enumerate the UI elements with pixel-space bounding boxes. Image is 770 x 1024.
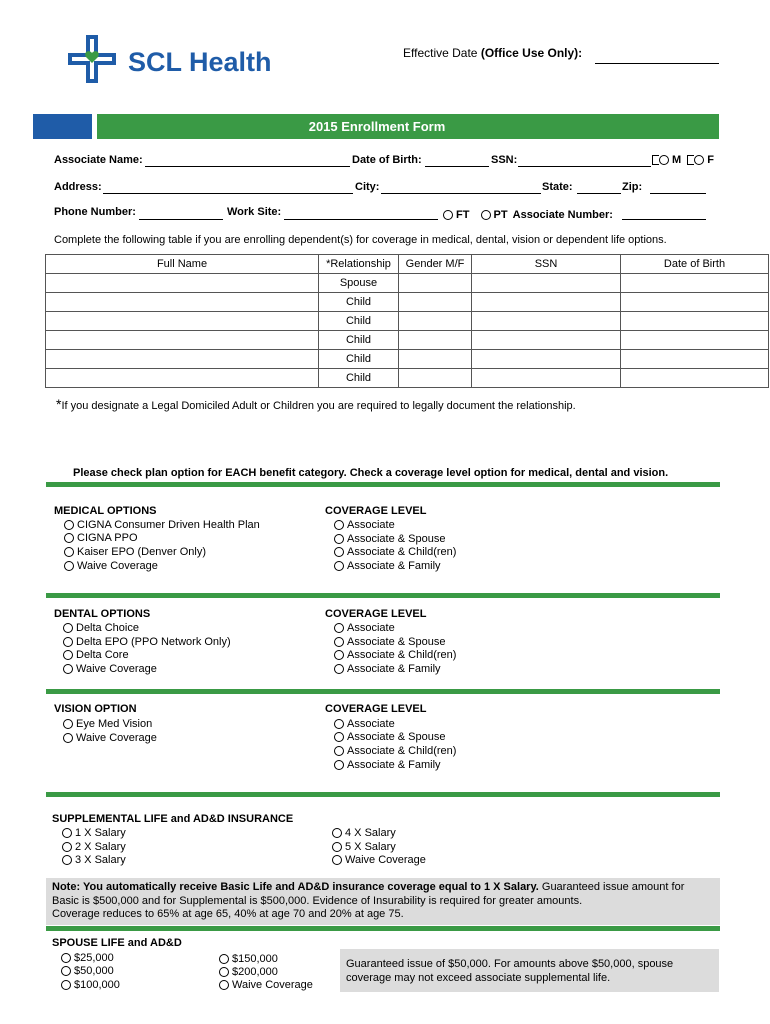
full-name-cell[interactable] <box>46 293 319 312</box>
supp-option-5x[interactable]: 5 X Salary <box>332 841 396 854</box>
dob-cell[interactable] <box>621 274 769 293</box>
relationship-cell: Child <box>319 350 399 369</box>
employment-type: FT PT Associate Number: <box>443 209 613 221</box>
radio-icon[interactable] <box>62 828 72 838</box>
dental-option-waive[interactable]: Waive Coverage <box>63 663 157 676</box>
dental-coverage-associate[interactable]: Associate <box>334 622 395 635</box>
ssn-label: SSN: <box>491 154 518 166</box>
vision-option-eyemed[interactable]: Eye Med Vision <box>63 718 152 731</box>
medical-coverage-family[interactable]: Associate & Family <box>334 560 441 573</box>
radio-icon[interactable] <box>61 966 71 976</box>
relationship-cell: Child <box>319 369 399 388</box>
vision-coverage-children[interactable]: Associate & Child(ren) <box>334 745 456 758</box>
dependents-table <box>45 254 769 388</box>
medical-option-cigna-ppo[interactable]: CIGNA PPO <box>64 532 138 545</box>
spouse-option-150k[interactable]: $150,000 <box>219 953 278 966</box>
effective-date-field[interactable] <box>595 63 719 64</box>
radio-icon[interactable] <box>332 828 342 838</box>
ssn-cell[interactable] <box>472 312 621 331</box>
supplemental-note: Note: You automatically receive Basic Life and AD&D insurance coverage equal to 1 X Salary. Guaranteed issue amount for Basic is $500,000 and for Supplemental is $500,000. Evidence of Insurability is required for greater amounts. Coverage reduces to 65% at age 65, 40% at age 70 and 20% at age 75. <box>52 881 685 920</box>
supp-option-waive[interactable]: Waive Coverage <box>332 854 426 867</box>
radio-icon[interactable] <box>334 520 344 530</box>
radio-icon[interactable] <box>64 547 74 557</box>
radio-icon[interactable] <box>63 719 73 729</box>
gender-options: M F <box>652 154 714 166</box>
radio-icon[interactable] <box>334 534 344 544</box>
dob-cell[interactable] <box>621 369 769 388</box>
column-header: *Relationship <box>319 255 399 274</box>
state-label: State: <box>542 181 573 193</box>
cross-logo-icon <box>66 33 124 91</box>
radio-icon[interactable] <box>334 746 344 756</box>
medical-coverage-title: COVERAGE LEVEL <box>325 505 427 517</box>
relationship-cell: Child <box>319 293 399 312</box>
title-bar-pattern <box>33 114 92 139</box>
vision-coverage-title: COVERAGE LEVEL <box>325 703 427 715</box>
table-row <box>46 350 769 369</box>
radio-icon[interactable] <box>63 664 73 674</box>
section-divider <box>46 689 720 694</box>
full-name-cell[interactable] <box>46 312 319 331</box>
radio-icon[interactable] <box>332 842 342 852</box>
phone-label: Phone Number: <box>54 206 136 218</box>
supp-option-3x[interactable]: 3 X Salary <box>62 854 126 867</box>
dob-field[interactable] <box>425 166 489 167</box>
dob-cell[interactable] <box>621 293 769 312</box>
radio-icon[interactable] <box>332 855 342 865</box>
ssn-cell[interactable] <box>472 331 621 350</box>
column-header: Gender M/F <box>399 255 472 274</box>
dob-cell[interactable] <box>621 350 769 369</box>
vision-option-waive[interactable]: Waive Coverage <box>63 732 157 745</box>
radio-icon[interactable] <box>334 650 344 660</box>
dob-label: Date of Birth: <box>352 154 422 166</box>
medical-title: MEDICAL OPTIONS <box>54 505 157 517</box>
vision-coverage-family[interactable]: Associate & Family <box>334 759 441 772</box>
supp-option-1x[interactable]: 1 X Salary <box>62 827 126 840</box>
gender-m-radio[interactable] <box>659 155 669 165</box>
dental-coverage-spouse[interactable]: Associate & Spouse <box>334 636 445 649</box>
section-divider <box>46 926 720 931</box>
full-name-cell[interactable] <box>46 369 319 388</box>
worksite-field[interactable] <box>284 219 438 220</box>
radio-icon[interactable] <box>334 561 344 571</box>
supp-option-4x[interactable]: 4 X Salary <box>332 827 396 840</box>
gender-cell[interactable] <box>399 331 472 350</box>
table-row <box>46 312 769 331</box>
radio-icon[interactable] <box>219 980 229 990</box>
ssn-cell[interactable] <box>472 293 621 312</box>
spouse-option-200k[interactable]: $200,000 <box>219 966 278 979</box>
relationship-cell: Child <box>319 331 399 350</box>
radio-icon[interactable] <box>63 623 73 633</box>
gender-cell[interactable] <box>399 369 472 388</box>
pt-radio[interactable] <box>481 210 491 220</box>
gender-cell[interactable] <box>399 274 472 293</box>
radio-icon[interactable] <box>63 733 73 743</box>
dependents-footnote: *If you designate a Legal Domiciled Adult or Children you are required to legally document the relationship. <box>56 396 576 412</box>
relationship-cell: Child <box>319 312 399 331</box>
associate-name-label: Associate Name: <box>54 154 143 166</box>
column-header: SSN <box>472 255 621 274</box>
section-divider <box>46 482 720 487</box>
zip-field[interactable] <box>650 193 706 194</box>
spouse-option-waive[interactable]: Waive Coverage <box>219 979 313 992</box>
radio-icon[interactable] <box>334 664 344 674</box>
column-header: Full Name <box>46 255 319 274</box>
radio-icon[interactable] <box>64 561 74 571</box>
gender-bracket-icon <box>687 155 694 165</box>
dental-coverage-family[interactable]: Associate & Family <box>334 663 441 676</box>
table-row <box>46 331 769 350</box>
medical-coverage-children[interactable]: Associate & Child(ren) <box>334 546 456 559</box>
state-field[interactable] <box>577 193 621 194</box>
effective-date-label: Effective Date (Office Use Only): <box>403 46 583 60</box>
radio-icon[interactable] <box>219 954 229 964</box>
section-divider <box>46 792 720 797</box>
radio-icon[interactable] <box>334 732 344 742</box>
radio-icon[interactable] <box>334 637 344 647</box>
dental-coverage-title: COVERAGE LEVEL <box>325 608 427 620</box>
address-field[interactable] <box>103 193 353 194</box>
gender-cell[interactable] <box>399 293 472 312</box>
gender-cell[interactable] <box>399 312 472 331</box>
radio-icon[interactable] <box>219 967 229 977</box>
logo-wordmark: SCL Health <box>128 47 272 77</box>
section-divider <box>46 593 720 598</box>
dependents-instruction: Complete the following table if you are enrolling dependent(s) for coverage in medical, dental, vision or dependent life options. <box>54 234 667 246</box>
medical-coverage-associate[interactable]: Associate <box>334 519 395 532</box>
relationship-cell: Spouse <box>319 274 399 293</box>
ssn-cell[interactable] <box>472 274 621 293</box>
full-name-cell[interactable] <box>46 331 319 350</box>
dental-option-choice[interactable]: Delta Choice <box>63 622 139 635</box>
column-header: Date of Birth <box>621 255 769 274</box>
radio-icon[interactable] <box>63 650 73 660</box>
radio-icon[interactable] <box>62 855 72 865</box>
gender-bracket-icon <box>652 155 659 165</box>
spouse-option-50k[interactable]: $50,000 <box>61 965 114 978</box>
table-row <box>46 293 769 312</box>
vision-coverage-associate[interactable]: Associate <box>334 718 395 731</box>
dental-coverage-children[interactable]: Associate & Child(ren) <box>334 649 456 662</box>
gender-f-radio[interactable] <box>694 155 704 165</box>
radio-icon[interactable] <box>61 953 71 963</box>
scl-health-logo <box>66 33 286 93</box>
table-row <box>46 369 769 388</box>
associate-name-field[interactable] <box>145 166 350 167</box>
radio-icon[interactable] <box>334 623 344 633</box>
full-name-cell[interactable] <box>46 274 319 293</box>
spouse-option-100k[interactable]: $100,000 <box>61 979 120 992</box>
radio-icon[interactable] <box>62 842 72 852</box>
table-row <box>46 274 769 293</box>
ssn-cell[interactable] <box>472 350 621 369</box>
spouse-option-25k[interactable]: $25,000 <box>61 952 114 965</box>
radio-icon[interactable] <box>61 980 71 990</box>
associate-number-field[interactable] <box>622 219 706 220</box>
spouse-note: Guaranteed issue of $50,000. For amounts above $50,000, spouse coverage may not exceed associate supplemental life. <box>346 958 674 984</box>
radio-icon[interactable] <box>64 520 74 530</box>
radio-icon[interactable] <box>334 760 344 770</box>
medical-option-kaiser[interactable]: Kaiser EPO (Denver Only) <box>64 546 206 559</box>
zip-label: Zip: <box>622 181 643 193</box>
phone-field[interactable] <box>139 219 223 220</box>
full-name-cell[interactable] <box>46 350 319 369</box>
worksite-label: Work Site: <box>227 206 282 218</box>
medical-coverage-spouse[interactable]: Associate & Spouse <box>334 533 445 546</box>
ssn-cell[interactable] <box>472 369 621 388</box>
vision-title: VISION OPTION <box>54 703 137 715</box>
city-field[interactable] <box>381 193 541 194</box>
radio-icon[interactable] <box>334 719 344 729</box>
city-label: City: <box>355 181 380 193</box>
dental-title: DENTAL OPTIONS <box>54 608 151 620</box>
gender-cell[interactable] <box>399 350 472 369</box>
plan-instruction: Please check plan option for EACH benefit category. Check a coverage level option for medical, dental and vision. <box>73 467 669 479</box>
vision-coverage-spouse[interactable]: Associate & Spouse <box>334 731 445 744</box>
address-label: Address: <box>54 181 102 193</box>
ft-radio[interactable] <box>443 210 453 220</box>
radio-icon[interactable] <box>63 637 73 647</box>
table-header-row <box>46 255 769 274</box>
ssn-field[interactable] <box>518 166 651 167</box>
dob-cell[interactable] <box>621 331 769 350</box>
dob-cell[interactable] <box>621 312 769 331</box>
form-title: 2015 Enrollment Form <box>308 119 446 134</box>
radio-icon[interactable] <box>334 547 344 557</box>
supp-option-2x[interactable]: 2 X Salary <box>62 841 126 854</box>
supplemental-title: SUPPLEMENTAL LIFE and AD&D INSURANCE <box>52 813 294 825</box>
spouse-title: SPOUSE LIFE and AD&D <box>52 937 182 949</box>
dental-option-epo[interactable]: Delta EPO (PPO Network Only) <box>63 636 231 649</box>
medical-option-cigna-cdhp[interactable]: CIGNA Consumer Driven Health Plan <box>64 519 260 532</box>
medical-option-waive[interactable]: Waive Coverage <box>64 560 158 573</box>
radio-icon[interactable] <box>64 533 74 543</box>
dental-option-core[interactable]: Delta Core <box>63 649 129 662</box>
